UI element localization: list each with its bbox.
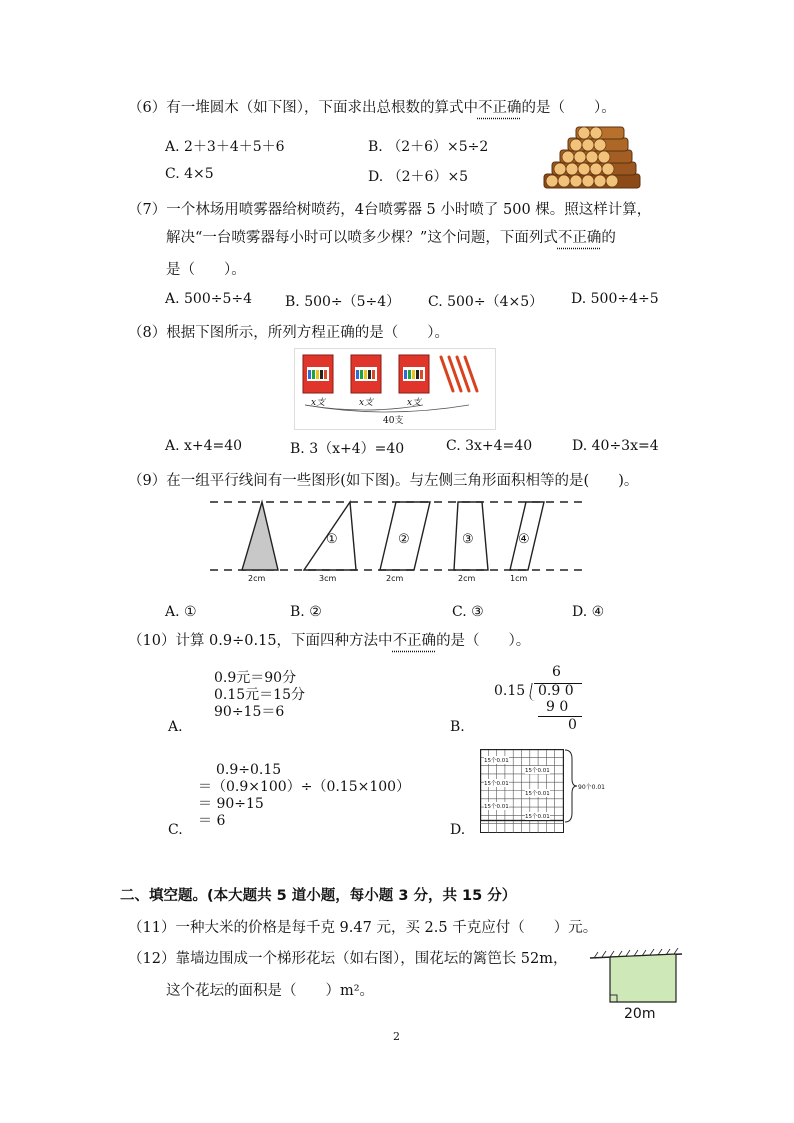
grid-cell-label-5: 15个0.01 [484,804,509,810]
method-c-line-1: 0.9÷0.15 [216,762,282,778]
q6-stem-a: （6）有一堆圆木（如下图），下面求出总根数的算式中 [128,100,478,116]
box-label-2: x支 [359,398,374,408]
pencil-box-3 [399,355,429,393]
shape-mark-3: ③ [462,532,474,547]
division-dividend: 0.9 0 [538,683,574,699]
q9-stem: （9）在一组平行线间有一些图形(如下图)。与左侧三角形面积相等的是( )。 [128,473,639,489]
log-pile-image [540,124,645,192]
box-label-1: x支 [311,398,326,408]
base-label-triangle: 2cm [248,574,266,583]
division-product: 9 0 [546,699,569,715]
shape-mark-4: ④ [518,532,530,547]
long-division [494,664,586,734]
q12-line1: （12）靠墙边围成一个梯形花坛（如右图），围花坛的篱笆长 52m， [128,951,568,967]
method-c-line-2: ＝（0.9×100）÷（0.15×100） [198,779,411,795]
method-c-line-4: ＝ 6 [198,813,226,829]
method-a-line-1: 0.9元＝90分 [214,670,297,686]
q6-stem [128,96,616,117]
method-c [198,762,410,830]
q6-emphasis-text: 不正确 [477,100,522,116]
q7-emphasis: 不正确 [557,230,602,246]
q10-emphasis: 不正确 [392,633,437,649]
shape-mark-1: ① [326,532,338,547]
q9-option-c[interactable]: C. ③ [452,604,484,620]
q7-stem-line2 [166,226,616,247]
total-label: 40支 [383,416,404,426]
page-number: 2 [393,1030,400,1043]
method-a-line-2: 0.15元＝15分 [214,687,305,703]
q7-option-a[interactable]: A. 500÷5÷4 [165,291,253,307]
shaded-triangle [242,502,278,570]
q7-stem-line2-b: 的 [601,230,616,246]
grid-brace [564,749,578,823]
q7-stem-line3: 是（ ）。 [166,262,246,278]
garden-trapezoid [610,954,676,1002]
q7-option-d[interactable]: D. 500÷4÷5 [571,291,659,307]
base-label-4: 1cm [510,574,528,583]
q10-stem-b: 的是（ ）。 [436,633,531,649]
q8-stem: （8）根据下图所示，所列方程正确的是（ ）。 [128,325,449,341]
method-c-line-3: ＝ 90÷15 [198,796,264,812]
q7-option-b[interactable]: B. 500÷（5÷4） [285,294,401,310]
q7-stem-line1: （7）一个林场用喷雾器给树喷药，4台喷雾器 5 小时喷了 500 棵。照这样计算， [128,202,652,218]
q7-option-c[interactable]: C. 500÷（4×5） [428,294,544,310]
base-label-1: 3cm [319,574,337,583]
q8-option-c[interactable]: C. 3x+4=40 [446,438,533,454]
q6-option-b[interactable]: B. （2＋6）×5÷2 [368,139,489,155]
q9-option-d[interactable]: D. ④ [572,604,605,620]
q8-option-d[interactable]: D. 40÷3x=4 [572,438,659,454]
q6-option-c[interactable]: C. 4×5 [165,166,214,182]
q9-option-b[interactable]: B. ② [290,604,322,620]
method-a [214,670,305,721]
garden-dimension: 20m [624,1006,656,1022]
q6-stem-b: 的是（ ）。 [521,100,616,116]
grid-cell-label-2: 15个0.01 [525,768,550,774]
q10-stem-a: （10）计算 0.9÷0.15，下面四种方法中 [128,633,393,649]
q8-option-b[interactable]: B. 3（x+4）=40 [290,441,405,457]
base-label-2: 2cm [386,574,404,583]
method-a-label[interactable]: A. [168,719,183,735]
grid-total-label: 90个0.01 [578,784,605,791]
division-remainder: 0 [568,717,577,733]
q6-option-d[interactable]: D. （2＋6）×5 [368,169,469,185]
garden-figure [588,948,684,1010]
q6-emphasis [478,100,522,116]
pencil-box-2 [351,355,381,393]
section-2-title: 二、填空题。(本大题共 5 道小题，每小题 3 分，共 15 分） [120,888,517,904]
grid-cell-label-6: 15个0.01 [525,814,550,820]
q6-option-a[interactable]: A. 2＋3＋4＋5＋6 [165,139,285,155]
method-b-label[interactable]: B. [450,719,465,735]
grid-cell-label-4: 15个0.01 [525,791,550,797]
q9-option-a[interactable]: A. ① [165,604,197,620]
method-a-line-3: 90÷15＝6 [214,704,285,720]
grid-cell-label-3: 15个0.01 [484,781,509,787]
method-c-label[interactable]: C. [168,822,183,838]
loose-pencils [441,357,477,391]
q7-stem-line2-a: 解决“一台喷雾器每小时可以喷多少棵？”这个问题，下面列式 [166,230,558,246]
q10-stem [128,629,530,650]
q12-line2: 这个花坛的面积是（ ）m²。 [166,983,375,999]
division-divisor: 0.15 [494,683,526,699]
pencil-box-1 [303,355,333,393]
method-d-label[interactable]: D. [450,822,466,838]
q8-option-a[interactable]: A. x+4=40 [165,438,243,454]
division-quotient: 6 [552,664,561,680]
q11-text: （11）一种大米的价格是每千克 9.47 元，买 2.5 千克应付（ ）元。 [128,920,598,936]
pencil-box-figure [294,348,496,430]
base-label-3: 2cm [458,574,476,583]
box-label-3: x支 [407,398,422,408]
grid-cell-label-1: 15个0.01 [484,758,509,764]
shape-mark-2: ② [398,532,410,547]
